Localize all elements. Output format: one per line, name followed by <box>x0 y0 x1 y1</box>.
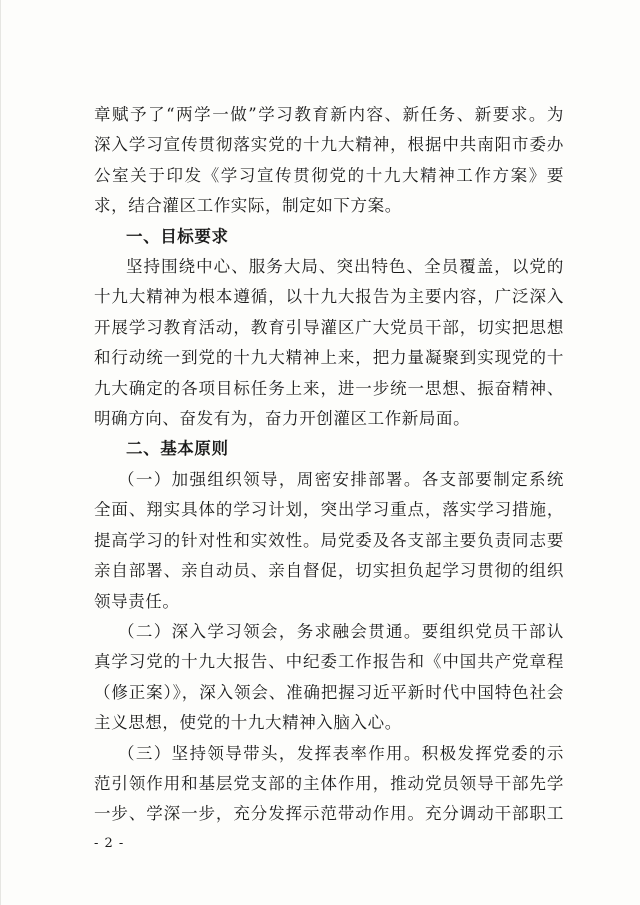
text-line: 范引领作用和基层党支部的主体作用，推动党员领导干部先学 <box>94 773 564 793</box>
text-line: 一步、学深一步，充分发挥示范带动作用。充分调动干部职工 <box>94 804 564 824</box>
text-line: （三）坚持领导带头，发挥表率作用。积极发挥党委的示 <box>118 743 564 763</box>
section-heading-principles: 二、基本原则 <box>126 439 229 459</box>
text-line: 主义思想，使党的十九大精神入脑入心。 <box>94 713 402 733</box>
text-line: 十九大精神为根本遵循，以十九大报告为主要内容，广泛深入 <box>94 287 564 307</box>
text-line: （二）深入学习领会，务求融会贯通。要组织党员干部认 <box>118 621 564 641</box>
text-line: 全面、翔实具体的学习计划，突出学习重点，落实学习措施， <box>94 500 564 520</box>
principle-item-3 <box>94 739 564 830</box>
text-line: 公室关于印发《学习宣传贯彻党的十九大精神工作方案》要 <box>94 165 564 185</box>
principle-item-2 <box>94 617 564 739</box>
text-line: 深入学习宣传贯彻落实党的十九大精神，根据中共南阳市委办 <box>94 135 564 155</box>
principle-item-1 <box>94 465 564 617</box>
page-number: - 2 - <box>94 836 125 851</box>
text-line: 明确方向、奋发有为，奋力开创灌区工作新局面。 <box>94 409 471 429</box>
text-line: （修正案）》，深入领会、准确把握习近平新时代中国特色社会 <box>94 682 564 702</box>
section-heading-goals: 一、目标要求 <box>126 226 229 246</box>
text-line: 求，结合灌区工作实际，制定如下方案。 <box>94 196 402 216</box>
text-line: 开展学习教育活动，教育引导灌区广大党员干部，切实把思想 <box>94 317 564 337</box>
text-line: 真学习党的十九大报告、中纪委工作报告和《中国共产党章程 <box>94 652 564 672</box>
text-line: 九大确定的各项目标任务上来，进一步统一思想、振奋精神、 <box>94 378 564 398</box>
document-body <box>94 100 564 830</box>
goals-paragraph <box>94 252 564 434</box>
text-line: 坚持围绕中心、服务大局、突出特色、全员覆盖，以党的 <box>126 257 564 277</box>
intro-paragraph <box>94 100 564 222</box>
text-line: 和行动统一到党的十九大精神上来，把力量凝聚到实现党的十 <box>94 348 564 368</box>
text-line: （一）加强组织领导，周密安排部署。各支部要制定系统 <box>118 469 564 489</box>
text-line: 领导责任。 <box>94 591 180 611</box>
text-line: 亲自部署、亲自动员、亲自督促，切实担负起学习贯彻的组织 <box>94 561 564 581</box>
text-line: 章赋予了“两学一做”学习教育新内容、新任务、新要求。为 <box>94 105 564 124</box>
text-line: 提高学习的针对性和实效性。局党委及各支部主要负责同志要 <box>94 530 564 550</box>
